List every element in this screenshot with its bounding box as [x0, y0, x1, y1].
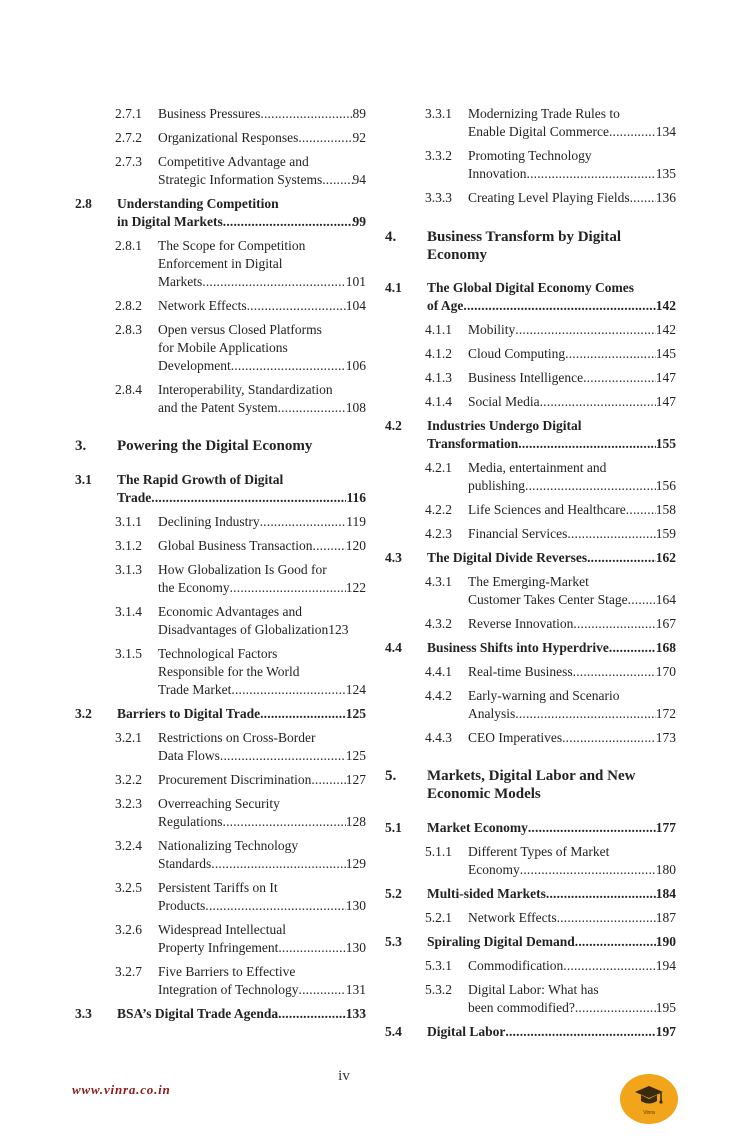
toc-entry-text: Five Barriers to Effective	[158, 964, 296, 979]
toc-entry-title	[468, 843, 676, 879]
toc-entry-number: 5.2.1	[425, 910, 452, 925]
toc-entry-title	[158, 537, 366, 555]
toc-entry-title	[427, 228, 676, 264]
dot-leader	[527, 165, 656, 183]
toc-entry-number: 4.2.2	[425, 502, 452, 517]
toc-entry-title	[158, 771, 366, 789]
toc-entry-number: 3.2.7	[115, 964, 142, 979]
toc-entry-title	[158, 963, 366, 999]
toc-entry-number: 4.1	[385, 280, 402, 295]
toc-entry-title	[158, 795, 366, 831]
toc-entry-number: 2.7.3	[115, 154, 142, 169]
toc-page-number: 89	[352, 106, 366, 121]
toc-entry-title	[427, 417, 676, 453]
toc-page-number: 147	[655, 394, 676, 409]
toc-entry-number: 3.2.4	[115, 838, 142, 853]
dot-leader	[525, 477, 656, 495]
toc-entry-number: 2.8.4	[115, 382, 142, 397]
toc-entry-number: 3.3.2	[425, 148, 452, 163]
toc-page-number: 120	[345, 538, 366, 553]
dot-leader	[557, 909, 656, 927]
toc-entry-text: Interoperability, Standardization	[158, 382, 333, 397]
toc-entry-text: Transformation	[427, 436, 519, 451]
toc-entry-number: 3.3.3	[425, 190, 452, 205]
toc-page-number: 158	[655, 502, 676, 517]
toc-page-number: 130	[345, 898, 366, 913]
toc-entry-title	[468, 525, 676, 543]
toc-entry-text: Business Transform by Digital	[427, 229, 622, 245]
toc-entry-title	[427, 279, 676, 315]
toc-entry-title	[427, 885, 676, 903]
toc-entry-text: Business Pressures	[158, 106, 261, 121]
toc-entry-number: 5.1.1	[425, 844, 452, 859]
toc-page-number: 134	[655, 124, 676, 139]
toc-entry-number: 2.8.1	[115, 238, 142, 253]
toc-entry-number: 5.3	[385, 934, 402, 949]
toc-entry-text: Creating Level Playing Fields	[468, 190, 630, 205]
toc-entry-text: of Age	[427, 298, 464, 313]
toc-entry-text: Promoting Technology	[468, 148, 592, 163]
dot-leader	[202, 273, 346, 291]
dot-leader	[565, 345, 656, 363]
toc-page-number: 104	[345, 298, 366, 313]
toc-entry-text: Reverse Innovation	[468, 616, 574, 631]
dot-leader	[223, 213, 353, 231]
toc-entry-title	[427, 1023, 676, 1041]
toc-entry-text: Open versus Closed Platforms	[158, 322, 322, 337]
toc-page-number: 125	[345, 706, 366, 721]
toc-entry-title	[468, 981, 676, 1017]
toc-entry-title	[158, 837, 366, 873]
toc-entry-text: Property Infringement	[158, 940, 279, 955]
toc-page-number: 108	[345, 400, 366, 415]
toc-entry-text: Data Flows	[158, 748, 220, 763]
dot-leader	[546, 885, 656, 903]
toc-entry-number: 5.3.1	[425, 958, 452, 973]
toc-page-number: 94	[352, 172, 366, 187]
dot-leader	[278, 939, 345, 957]
dot-leader	[520, 861, 656, 879]
toc-page-number: 142	[655, 322, 676, 337]
toc-page-number: 172	[655, 706, 676, 721]
toc-entry-number: 3.	[75, 438, 87, 454]
toc-page-number: 116	[346, 490, 366, 505]
dot-leader	[587, 549, 656, 567]
toc-page-number: 135	[655, 166, 676, 181]
toc-entry-text: Barriers to Digital Trade	[117, 706, 261, 721]
toc-page-number: 119	[346, 514, 366, 529]
toc-entry-text: Standards	[158, 856, 212, 871]
toc-entry-text: How Globalization Is Good for	[158, 562, 327, 577]
toc-entry-title	[468, 729, 676, 747]
toc-page-number: 167	[655, 616, 676, 631]
toc-entry-title	[468, 459, 676, 495]
toc-entry-text: Nationalizing Technology	[158, 838, 299, 853]
dot-leader	[463, 297, 655, 315]
toc-entry-title	[468, 573, 676, 609]
toc-entry-text: Early-warning and Scenario	[468, 688, 620, 703]
toc-entry-number: 5.	[385, 768, 397, 784]
toc-entry-text: Products	[158, 898, 206, 913]
toc-entry-title	[468, 909, 676, 927]
dot-leader	[540, 393, 656, 411]
toc-entry-number: 3.1.2	[115, 538, 142, 553]
toc-page-number: 173	[655, 730, 676, 745]
toc-page-number: 130	[345, 940, 366, 955]
dot-leader	[583, 369, 656, 387]
dot-leader	[230, 579, 346, 597]
toc-page-number: 92	[352, 130, 366, 145]
toc-entry-text: Spiraling Digital Demand	[427, 934, 575, 949]
toc-page-number: 184	[655, 886, 676, 901]
toc-page-number: 170	[655, 664, 676, 679]
dot-leader	[575, 999, 656, 1017]
toc-entry-text: been commodified?	[468, 1000, 575, 1015]
toc-page-number: 168	[655, 640, 676, 655]
graduation-cap-icon	[634, 1084, 664, 1108]
toc-entry-title	[468, 189, 676, 207]
toc-entry-text: Development	[158, 358, 231, 373]
toc-entry-title	[427, 767, 676, 803]
toc-entry-number: 4.4.3	[425, 730, 452, 745]
toc-entry-title	[468, 393, 676, 411]
toc-entry-text: Customer Takes Center Stage	[468, 592, 628, 607]
toc-entry-text: CEO Imperatives	[468, 730, 563, 745]
dot-leader	[567, 525, 655, 543]
toc-page-number: 155	[655, 436, 676, 451]
toc-entry-title	[158, 513, 366, 531]
toc-entry-text: Responsible for the World	[158, 664, 300, 679]
toc-entry-text: Regulations	[158, 814, 223, 829]
toc-entry-text: Markets	[158, 274, 203, 289]
toc-entry-text: Strategic Information Systems	[158, 172, 323, 187]
toc-page-number: 122	[345, 580, 366, 595]
toc-entry-text: BSA’s Digital Trade Agenda	[117, 1006, 279, 1021]
toc-entry-text: Industries Undergo Digital	[427, 418, 582, 433]
toc-entry-number: 4.4.1	[425, 664, 452, 679]
toc-entry-text: Trade	[117, 490, 152, 505]
toc-entry-number: 3.1	[75, 472, 92, 487]
toc-page-number: 147	[655, 370, 676, 385]
toc-page-number: 142	[655, 298, 676, 313]
toc-page-number: 180	[655, 862, 676, 877]
toc-entry-text: Media, entertainment and	[468, 460, 607, 475]
toc-entry-text: Analysis	[468, 706, 516, 721]
toc-entry-text: Life Sciences and Healthcare	[468, 502, 626, 517]
toc-page-number: 145	[655, 346, 676, 361]
toc-entry-number: 5.2	[385, 886, 402, 901]
toc-entry-text: The Rapid Growth of Digital	[117, 472, 284, 487]
toc-entry-number: 3.1.1	[115, 514, 142, 529]
dot-leader	[609, 123, 656, 141]
toc-entry-title	[468, 615, 676, 633]
toc-page-number: 187	[655, 910, 676, 925]
page-number: iv	[338, 1068, 350, 1084]
toc-entry-number: 3.1.5	[115, 646, 142, 661]
toc-entry-title	[468, 957, 676, 975]
toc-page-number: 99	[352, 214, 366, 229]
toc-entry-title	[468, 663, 676, 681]
toc-entry-text: Declining Industry	[158, 514, 260, 529]
toc-page-number: 124	[345, 682, 366, 697]
toc-entry-text: Enable Digital Commerce	[468, 124, 609, 139]
toc-entry-text: Business Intelligence	[468, 370, 584, 385]
toc-entry-number: 5.3.2	[425, 982, 452, 997]
toc-entry-text: The Scope for Competition	[158, 238, 306, 253]
toc-entry-title	[117, 1005, 366, 1023]
dot-leader	[278, 1005, 346, 1023]
toc-entry-text: Cloud Computing	[468, 346, 566, 361]
toc-page-number: 197	[655, 1024, 676, 1039]
toc-entry-number: 4.2	[385, 418, 402, 433]
toc-entry-number: 3.1.3	[115, 562, 142, 577]
toc-entry-text: Enforcement in Digital	[158, 256, 283, 271]
toc-page-number: 177	[655, 820, 676, 835]
dot-leader	[299, 981, 346, 999]
toc-entry-text: Global Business Transaction	[158, 538, 313, 553]
dot-leader	[609, 639, 656, 657]
toc-entry-text: Economy	[468, 862, 520, 877]
dot-leader	[311, 771, 345, 789]
toc-entry-number: 4.1.4	[425, 394, 452, 409]
toc-entry-number: 4.1.3	[425, 370, 452, 385]
dot-leader	[563, 957, 656, 975]
toc-entry-number: 5.4	[385, 1024, 402, 1039]
toc-entry-number: 3.2.2	[115, 772, 142, 787]
toc-entry-number: 4.1.2	[425, 346, 452, 361]
toc-entry-text: Network Effects	[158, 298, 247, 313]
toc-page-number: 131	[345, 982, 366, 997]
toc-entry-title	[158, 603, 366, 639]
toc-entry-text: Widespread Intellectual	[158, 922, 287, 937]
toc-entry-title	[158, 381, 366, 417]
toc-entry-text: Understanding Competition	[117, 196, 279, 211]
toc-entry-title	[158, 297, 366, 315]
toc-entry-title	[468, 369, 676, 387]
toc-entry-text: The Emerging-Market	[468, 574, 589, 589]
toc-entry-number: 4.3.2	[425, 616, 452, 631]
toc-page-number: 190	[655, 934, 676, 949]
toc-entry-title	[427, 933, 676, 951]
footer-url[interactable]: www.vinra.co.in	[72, 1082, 171, 1097]
dot-leader	[626, 501, 656, 519]
toc-entry-number: 2.7.1	[115, 106, 142, 121]
toc-entry-text: Technological Factors	[158, 646, 278, 661]
dot-leader	[298, 129, 352, 147]
toc-entry-text: in Digital Markets	[117, 214, 223, 229]
toc-entry-title	[117, 195, 366, 231]
toc-page-number: 159	[655, 526, 676, 541]
toc-entry-number: 2.8.3	[115, 322, 142, 337]
toc-entry-title	[427, 819, 676, 837]
toc-entry-text: Disadvantages of Globalization	[158, 622, 329, 637]
toc-entry-text: Commodification	[468, 958, 564, 973]
toc-entry-number: 3.3	[75, 1006, 92, 1021]
toc-entry-text: Different Types of Market	[468, 844, 610, 859]
toc-entry-number: 3.3.1	[425, 106, 452, 121]
logo-text: Vinra	[643, 1110, 655, 1116]
toc-entry-text: Financial Services	[468, 526, 568, 541]
toc-entry-number: 4.1.1	[425, 322, 452, 337]
toc-entry-title	[468, 321, 676, 339]
toc-entry-text: The Digital Divide Reverses	[427, 550, 588, 565]
dot-leader	[505, 1023, 655, 1041]
dot-leader	[562, 729, 656, 747]
toc-page-number: 162	[655, 550, 676, 565]
dot-leader	[231, 357, 346, 375]
toc-entry-title	[158, 153, 366, 189]
toc-entry-text: Real-time Business	[468, 664, 573, 679]
dot-leader	[205, 897, 346, 915]
toc-page-number: 123	[328, 622, 349, 637]
toc-entry-number: 4.3	[385, 550, 402, 565]
toc-entry-title	[427, 639, 676, 657]
dot-leader	[573, 663, 656, 681]
toc-entry-number: 4.	[385, 229, 397, 245]
toc-page-number: 133	[345, 1006, 366, 1021]
toc-page-number: 156	[655, 478, 676, 493]
dot-leader	[630, 189, 656, 207]
toc-entry-number: 3.2	[75, 706, 92, 721]
dot-leader	[515, 705, 656, 723]
toc-entry-text: Persistent Tariffs on It	[158, 880, 278, 895]
toc-entry-number: 2.8	[75, 196, 92, 211]
toc-entry-title	[158, 921, 366, 957]
toc-entry-text: publishing	[468, 478, 526, 493]
toc-entry-text: Modernizing Trade Rules to	[468, 106, 620, 121]
toc-entry-title	[468, 105, 676, 141]
publisher-logo	[620, 1074, 678, 1124]
toc-entry-title	[468, 687, 676, 723]
toc-entry-title	[158, 879, 366, 915]
toc-entry-text: Digital Labor	[427, 1024, 506, 1039]
toc-entry-text: Competitive Advantage and	[158, 154, 309, 169]
dot-leader	[278, 399, 346, 417]
toc-entry-text: Trade Market	[158, 682, 232, 697]
toc-entry-text: Business Shifts into Hyperdrive	[427, 640, 609, 655]
toc-page-number: 129	[345, 856, 366, 871]
toc-entry-number: 3.2.6	[115, 922, 142, 937]
toc-entry-title	[158, 105, 366, 123]
toc-entry-title	[117, 705, 366, 723]
dot-leader	[515, 321, 655, 339]
dot-leader	[260, 705, 346, 723]
toc-page-number: 195	[655, 1000, 676, 1015]
toc-entry-text: Social Media	[468, 394, 540, 409]
toc-page-number: 101	[345, 274, 366, 289]
toc-entry-text: Integration of Technology	[158, 982, 299, 997]
dot-leader	[231, 681, 345, 699]
toc-entry-number: 4.2.3	[425, 526, 452, 541]
toc-entry-title	[117, 471, 366, 507]
toc-page-number: 125	[345, 748, 366, 763]
toc-entry-title	[158, 729, 366, 765]
toc-entry-text: and the Patent System	[158, 400, 278, 415]
toc-entry-title	[158, 129, 366, 147]
dot-leader	[322, 171, 352, 189]
toc-entry-title	[158, 321, 366, 375]
toc-entry-number: 3.2.1	[115, 730, 142, 745]
dot-leader	[313, 537, 346, 555]
toc-entry-text: Overreaching Security	[158, 796, 280, 811]
toc-entry-text: Multi-sided Markets	[427, 886, 546, 901]
dot-leader	[247, 297, 346, 315]
toc-page-number: 127	[345, 772, 366, 787]
dot-leader	[260, 105, 352, 123]
toc-entry-text: Organizational Responses	[158, 130, 299, 145]
toc-entry-title	[158, 561, 366, 597]
toc-entry-text: The Global Digital Economy Comes	[427, 280, 635, 295]
dot-leader	[518, 435, 656, 453]
toc-page-number: 136	[655, 190, 676, 205]
toc-page-number: 106	[345, 358, 366, 373]
toc-entry-number: 5.1	[385, 820, 402, 835]
toc-entry-text: Restrictions on Cross-Border	[158, 730, 316, 745]
toc-entry-text: Economy	[427, 247, 487, 263]
toc-entry-text: Digital Labor: What has	[468, 982, 599, 997]
dot-leader	[151, 489, 346, 507]
toc-entry-title	[117, 437, 366, 455]
toc-entry-title	[158, 645, 366, 699]
toc-entry-number: 3.2.5	[115, 880, 142, 895]
toc-entry-text: Procurement Discrimination	[158, 772, 312, 787]
toc-entry-text: Powering the Digital Economy	[117, 438, 313, 454]
toc-entry-text: for Mobile Applications	[158, 340, 288, 355]
dot-leader	[528, 819, 656, 837]
dot-leader	[223, 813, 346, 831]
dot-leader	[573, 615, 655, 633]
toc-entry-title	[158, 237, 366, 291]
toc-entry-title	[468, 345, 676, 363]
toc-entry-text: Economic Advantages and	[158, 604, 302, 619]
dot-leader	[220, 747, 346, 765]
toc-entry-text: Markets, Digital Labor and New	[427, 768, 636, 784]
dot-leader	[260, 513, 347, 531]
toc-entry-text: Market Economy	[427, 820, 528, 835]
toc-entry-text: Network Effects	[468, 910, 557, 925]
toc-entry-text: Innovation	[468, 166, 527, 181]
dot-leader	[575, 933, 656, 951]
toc-entry-text: Mobility	[468, 322, 516, 337]
toc-entry-text: Economic Models	[427, 786, 541, 802]
toc-entry-number: 3.1.4	[115, 604, 142, 619]
toc-entry-number: 2.7.2	[115, 130, 142, 145]
toc-page-number: 194	[655, 958, 676, 973]
toc-page-number: 128	[345, 814, 366, 829]
toc-entry-title	[468, 501, 676, 519]
toc-entry-title	[427, 549, 676, 567]
toc-entry-number: 4.4.2	[425, 688, 452, 703]
toc-entry-text: the Economy	[158, 580, 230, 595]
toc-page-number: 164	[655, 592, 676, 607]
toc-entry-number: 3.2.3	[115, 796, 142, 811]
toc-entry-number: 4.2.1	[425, 460, 452, 475]
toc-entry-title	[468, 147, 676, 183]
toc-entry-number: 2.8.2	[115, 298, 142, 313]
toc-entry-number: 4.3.1	[425, 574, 452, 589]
dot-leader	[211, 855, 346, 873]
toc-entry-number: 4.4	[385, 640, 402, 655]
dot-leader	[628, 591, 656, 609]
